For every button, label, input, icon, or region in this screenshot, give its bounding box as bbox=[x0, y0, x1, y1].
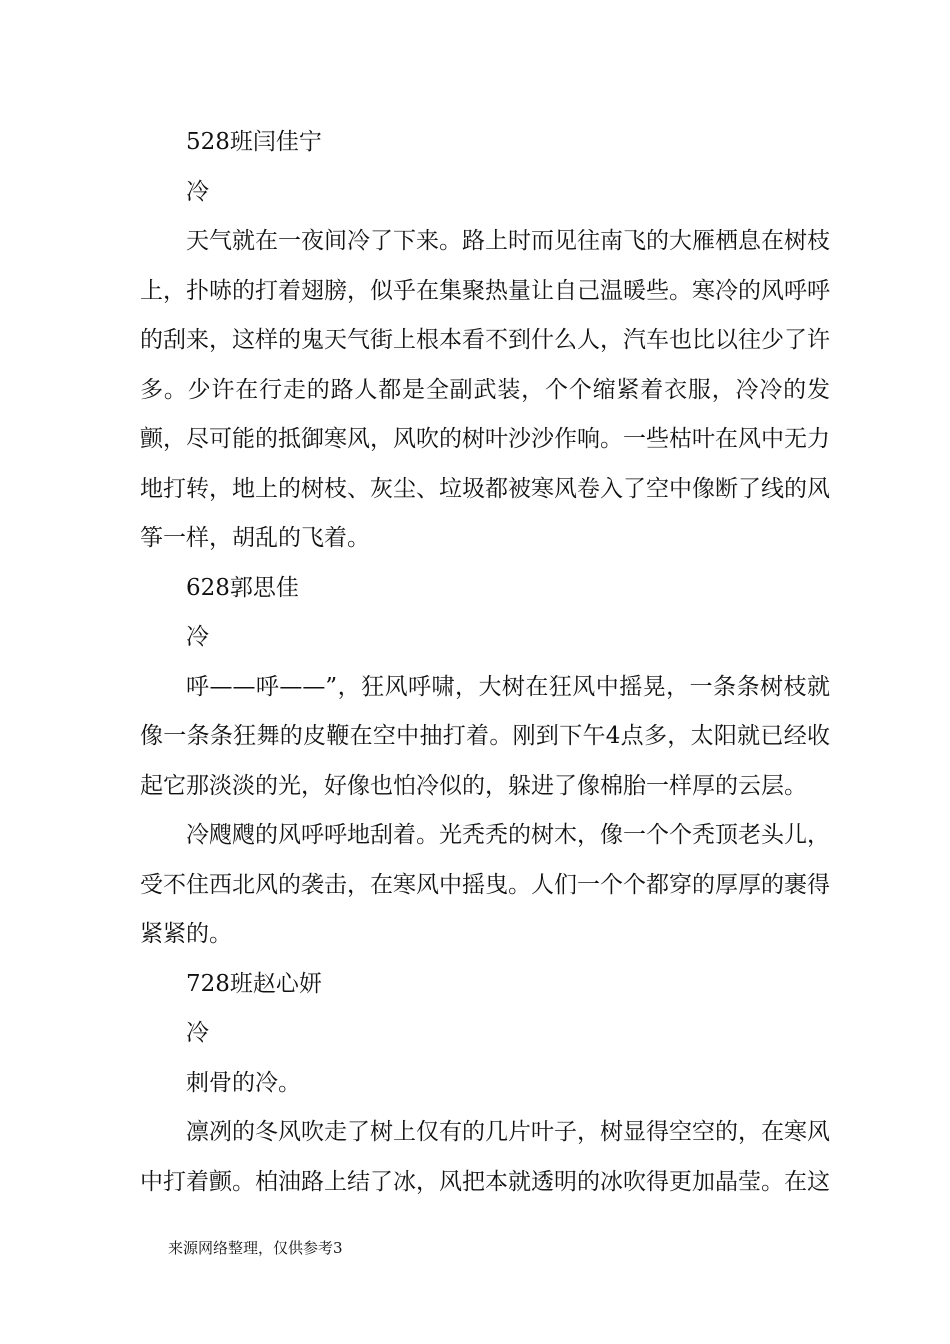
author-line: 628郭思佳 bbox=[186, 574, 299, 601]
essay-title: 冷 bbox=[186, 178, 209, 205]
essay-paragraph: 冷飕飕的风呼呼地刮着。光秃秃的树木，像一个个秃顶老头儿，受不住西北风的袭击，在寒风中摇曳。人们一个个都穿的厚厚的裹得紧紧的。 bbox=[140, 822, 830, 947]
document-body bbox=[140, 118, 830, 1207]
author-line: 728班赵心妍 bbox=[186, 970, 322, 997]
essay-paragraph: 呼——呼——”，狂风呼啸，大树在狂风中摇晃，一条条树枝就像一条条狂舞的皮鞭在空中抽打着。刚到下午4点多，太阳就已经收起它那淡淡的光，好像也怕冷似的，躲进了像棉胎一样厚的云层。 bbox=[140, 673, 830, 799]
page-footer: 来源网络整理，仅供参考3 bbox=[168, 1239, 343, 1257]
essay-paragraph: 凛冽的冬风吹走了树上仅有的几片叶子，树显得空空的，在寒风中打着颤。柏油路上结了冰，风把本就透明的冰吹得更加晶莹。在这 bbox=[140, 1119, 830, 1195]
essay-paragraph: 天气就在一夜间冷了下来。路上时而见往南飞的大雁栖息在树枝上，扑哧的打着翅膀，似乎在集聚热量让自己温暖些。寒冷的风呼呼的刮来，这样的鬼天气街上根本看不到什么人，汽车也比以往少了许多。少许在行走的路人都是全副武装，个个缩紧着衣服，冷冷的发颤，尽可能的抵御寒风，风吹的树叶沙沙作响。一些枯叶在风中无力地打转，地上的树枝、灰尘、垃圾都被寒风卷入了空中像断了线的风筝一样，胡乱的飞着。 bbox=[140, 228, 830, 551]
essay-title: 冷 bbox=[186, 624, 209, 650]
essay-paragraph: 刺骨的冷。 bbox=[186, 1069, 301, 1096]
essay-title: 冷 bbox=[186, 1020, 209, 1046]
author-line: 528班闫佳宁 bbox=[186, 129, 322, 155]
